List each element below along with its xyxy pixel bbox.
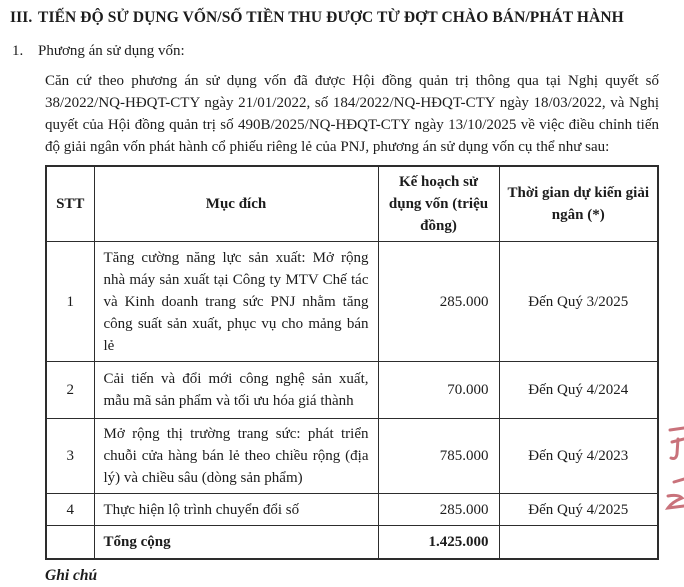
intro-paragraph: Căn cứ theo phương án sử dụng vốn đã được Hội đồng quản trị thông qua tại Nghị quyết số 38/2022/NQ-HĐQT-CTY ngày 21/01/2022, số 184/2022/NQ-HĐQT-CTY ngày 18/03/2022, và Nghị quyết của Hội đồng quản trị số 490B/2025/NQ-HĐQT-CTY ngày 13/10/2025 về việc điều chỉnh tiến độ giải ngân vốn phát hành cổ phiếu riêng lẻ của PNJ, phương án sử dụng vốn cụ thể như sau:	[45, 73, 659, 155]
total-empty-timeline-cell	[499, 526, 658, 559]
row-index: 1	[46, 242, 94, 362]
total-empty-stt-cell	[46, 526, 94, 559]
col-header-timeline: Thời gian dự kiến giải ngân (*)	[499, 166, 658, 242]
section-heading	[0, 0, 684, 28]
table-row	[46, 362, 658, 419]
section-title: TIẾN ĐỘ SỬ DỤNG VỐN/SỐ TIỀN THU ĐƯỢC TỪ ĐỢT CHÀO BÁN/PHÁT HÀNH	[38, 9, 624, 26]
amount-cell: 285.000	[378, 242, 499, 362]
row-index: 2	[46, 362, 94, 419]
total-label: Tổng cộng	[94, 526, 378, 559]
timeline-cell: Đến Quý 4/2025	[499, 494, 658, 526]
row-index: 3	[46, 419, 94, 494]
col-header-amount: Kế hoạch sử dụng vốn (triệu đồng)	[378, 166, 499, 242]
purpose-cell: Tăng cường năng lực sản xuất: Mở rộng nhà máy sản xuất tại Công ty MTV Chế tác và Kinh doanh trang sức PNJ nhằm tăng công suất sản xuất, phục vụ cho mảng bán lẻ	[94, 242, 378, 362]
subsection-number: 1.	[12, 43, 24, 59]
col-header-stt: STT	[46, 166, 94, 242]
red-ink-mark	[662, 424, 684, 534]
table-row	[46, 242, 658, 362]
capital-usage-table	[45, 165, 659, 560]
amount-cell: 285.000	[378, 494, 499, 526]
table-row	[46, 419, 658, 494]
table-total-row	[46, 526, 658, 559]
table-row	[46, 494, 658, 526]
timeline-cell: Đến Quý 4/2024	[499, 362, 658, 419]
purpose-cell: Thực hiện lộ trình chuyển đổi số	[94, 494, 378, 526]
amount-cell: 785.000	[378, 419, 499, 494]
purpose-cell: Mở rộng thị trường trang sức: phát triển chuỗi cửa hàng bán lẻ theo chiều rộng (địa lý) và chiều sâu (dòng sản phẩm)	[94, 419, 378, 494]
timeline-cell: Đến Quý 4/2023	[499, 419, 658, 494]
subsection-title: Phương án sử dụng vốn:	[38, 43, 185, 59]
purpose-cell: Cải tiến và đổi mới công nghệ sản xuất, mẫu mã sản phẩm và tối ưu hóa giá thành	[94, 362, 378, 419]
total-amount: 1.425.000	[378, 526, 499, 559]
col-header-purpose: Mục đích	[94, 166, 378, 242]
footer-note: Ghi chú	[45, 566, 98, 584]
table-header-row	[46, 166, 658, 242]
row-index: 4	[46, 494, 94, 526]
section-number: III.	[10, 9, 33, 26]
timeline-cell: Đến Quý 3/2025	[499, 242, 658, 362]
amount-cell: 70.000	[378, 362, 499, 419]
subsection-heading	[12, 41, 684, 61]
